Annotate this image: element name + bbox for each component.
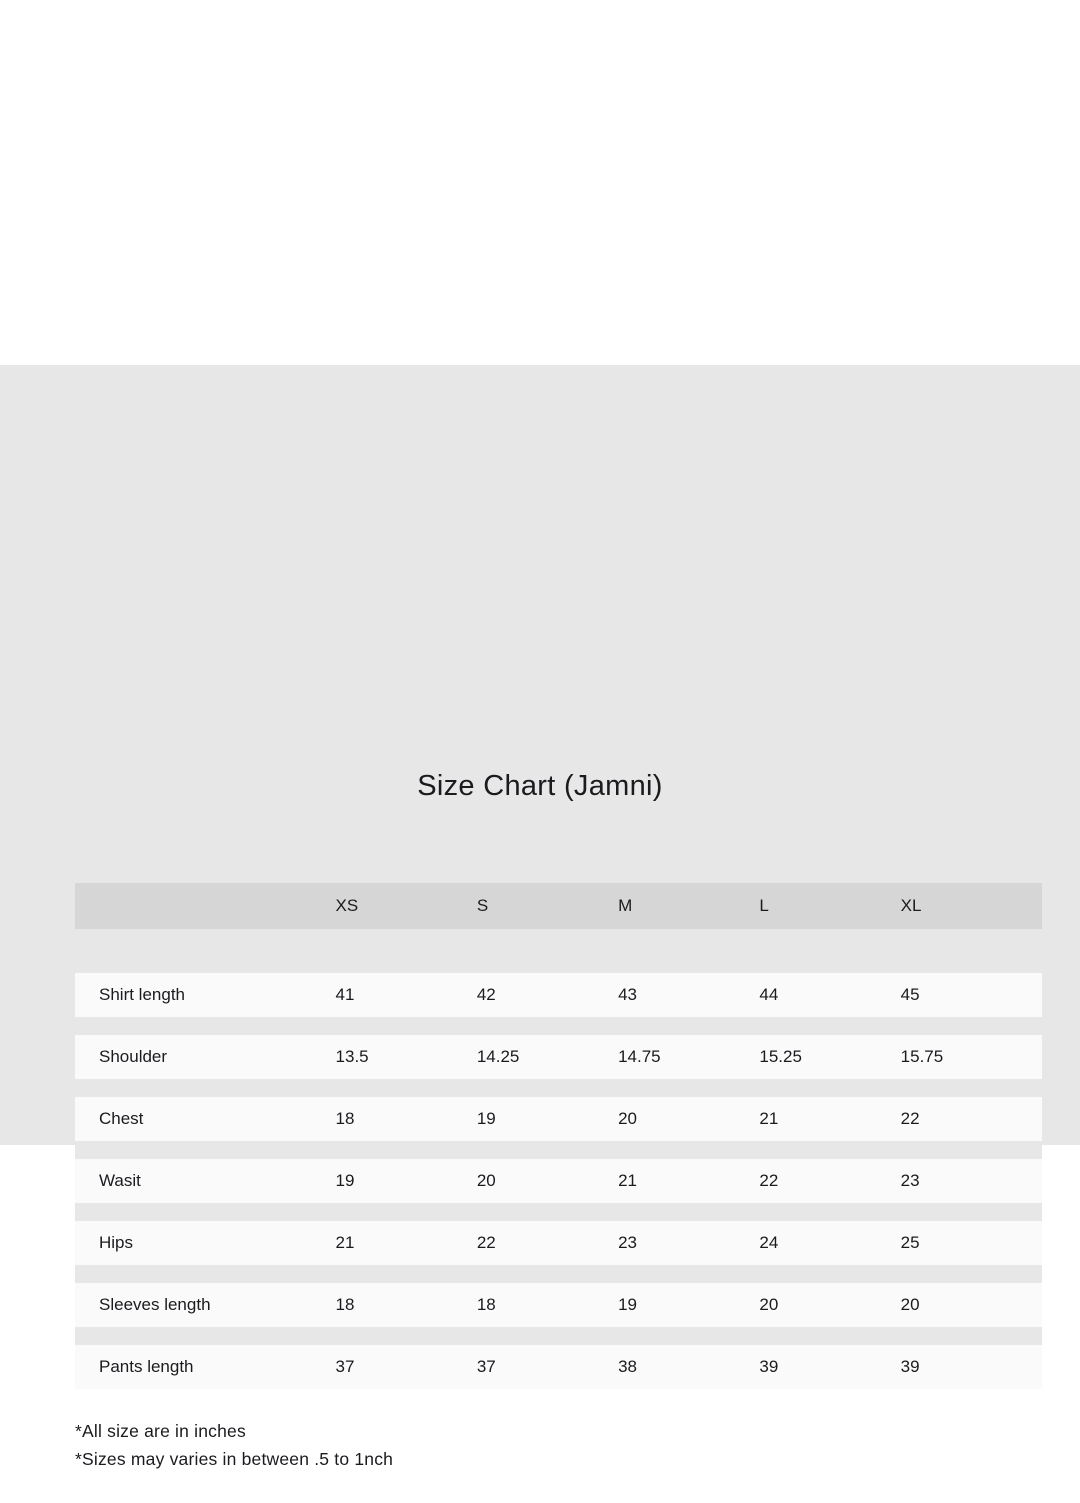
- size-chart-table: [75, 883, 1042, 1389]
- cell-shoulder-xs: 13.5: [335, 1047, 369, 1066]
- cell-pants-length-xs: 37: [335, 1357, 355, 1376]
- column-header-s: S: [476, 896, 489, 915]
- column-header-measurement: [75, 883, 336, 929]
- size-chart-panel: [0, 365, 1080, 1469]
- table-row-gap: [75, 1017, 1042, 1035]
- table-spacer: [75, 929, 1042, 973]
- cell-shoulder-l: 15.25: [759, 1047, 802, 1066]
- cell-pants-length-s: 37: [476, 1357, 496, 1376]
- cell-chest-m: 20: [618, 1109, 638, 1128]
- cell-chest-xs: 18: [335, 1109, 355, 1128]
- table-row-gap: [75, 1327, 1042, 1345]
- cell-wasit-xs: 19: [335, 1171, 355, 1190]
- table-row: [75, 973, 1042, 1017]
- cell-hips-l: 24: [759, 1233, 779, 1252]
- column-header-m: M: [618, 896, 633, 915]
- cell-hips-xs: 21: [335, 1233, 355, 1252]
- table-header-row: [75, 883, 1042, 929]
- cell-shirt-length-xl: 45: [900, 985, 920, 1004]
- cell-pants-length-xl: 39: [900, 1357, 920, 1376]
- column-header-xl: XL: [900, 896, 922, 915]
- table-gap-cell: [75, 1203, 1042, 1221]
- table-gap-cell: [75, 1017, 1042, 1035]
- cell-shoulder-s: 14.25: [476, 1047, 520, 1066]
- cell-shoulder-m: 14.75: [618, 1047, 661, 1066]
- cell-hips-s: 22: [476, 1233, 496, 1252]
- size-chart-table-wrapper: [75, 883, 1042, 1389]
- table-spacer-cell: [75, 929, 1042, 973]
- row-label-wasit: Wasit: [99, 1171, 141, 1190]
- table-row-gap: [75, 1203, 1042, 1221]
- table-row: [75, 1221, 1042, 1265]
- cell-wasit-s: 20: [476, 1171, 496, 1190]
- row-label-chest: Chest: [99, 1109, 144, 1128]
- cell-sleeves-length-xl: 20: [900, 1295, 920, 1314]
- cell-shirt-length-l: 44: [759, 985, 779, 1004]
- row-label-hips: Hips: [99, 1233, 134, 1252]
- row-label-shirt-length: Shirt length: [99, 985, 185, 1004]
- table-gap-cell: [75, 1141, 1042, 1159]
- column-header-xs: XS: [335, 896, 359, 915]
- table-row: [75, 1283, 1042, 1327]
- cell-sleeves-length-m: 19: [618, 1295, 638, 1314]
- table-row-gap: [75, 1265, 1042, 1283]
- cell-chest-xl: 22: [900, 1109, 920, 1128]
- page-title: Size Chart (Jamni): [417, 770, 663, 802]
- row-label-sleeves-length: Sleeves length: [99, 1295, 211, 1314]
- cell-sleeves-length-xs: 18: [335, 1295, 355, 1314]
- table-row: [75, 1097, 1042, 1141]
- cell-sleeves-length-s: 18: [476, 1295, 496, 1314]
- table-header: [75, 883, 1042, 929]
- cell-shirt-length-m: 43: [618, 985, 638, 1004]
- row-label-pants-length: Pants length: [99, 1357, 194, 1376]
- table-row: [75, 1159, 1042, 1203]
- table-row: [75, 1345, 1042, 1389]
- cell-pants-length-m: 38: [618, 1357, 638, 1376]
- table-gap-cell: [75, 1327, 1042, 1345]
- cell-chest-s: 19: [476, 1109, 496, 1128]
- row-label-shoulder: Shoulder: [99, 1047, 168, 1066]
- cell-sleeves-length-l: 20: [759, 1295, 779, 1314]
- table-row-gap: [75, 1079, 1042, 1097]
- table-gap-cell: [75, 1079, 1042, 1097]
- cell-wasit-m: 21: [618, 1171, 638, 1190]
- table-gap-cell: [75, 1265, 1042, 1283]
- table-body: [75, 929, 1042, 1389]
- note-units: *All size are in inches: [75, 1421, 246, 1441]
- cell-hips-xl: 25: [900, 1233, 920, 1252]
- cell-wasit-l: 22: [759, 1171, 779, 1190]
- cell-wasit-xl: 23: [900, 1171, 920, 1190]
- note-tolerance: *Sizes may varies in between .5 to 1nch: [75, 1449, 394, 1469]
- cell-pants-length-l: 39: [759, 1357, 779, 1376]
- table-row-gap: [75, 1141, 1042, 1159]
- cell-shoulder-xl: 15.75: [900, 1047, 944, 1066]
- chart-notes: [75, 1417, 975, 1473]
- cell-hips-m: 23: [618, 1233, 638, 1252]
- cell-chest-l: 21: [759, 1109, 779, 1128]
- table-row: [75, 1035, 1042, 1079]
- cell-shirt-length-s: 42: [476, 985, 496, 1004]
- cell-shirt-length-xs: 41: [335, 985, 355, 1004]
- column-header-l: L: [759, 896, 769, 915]
